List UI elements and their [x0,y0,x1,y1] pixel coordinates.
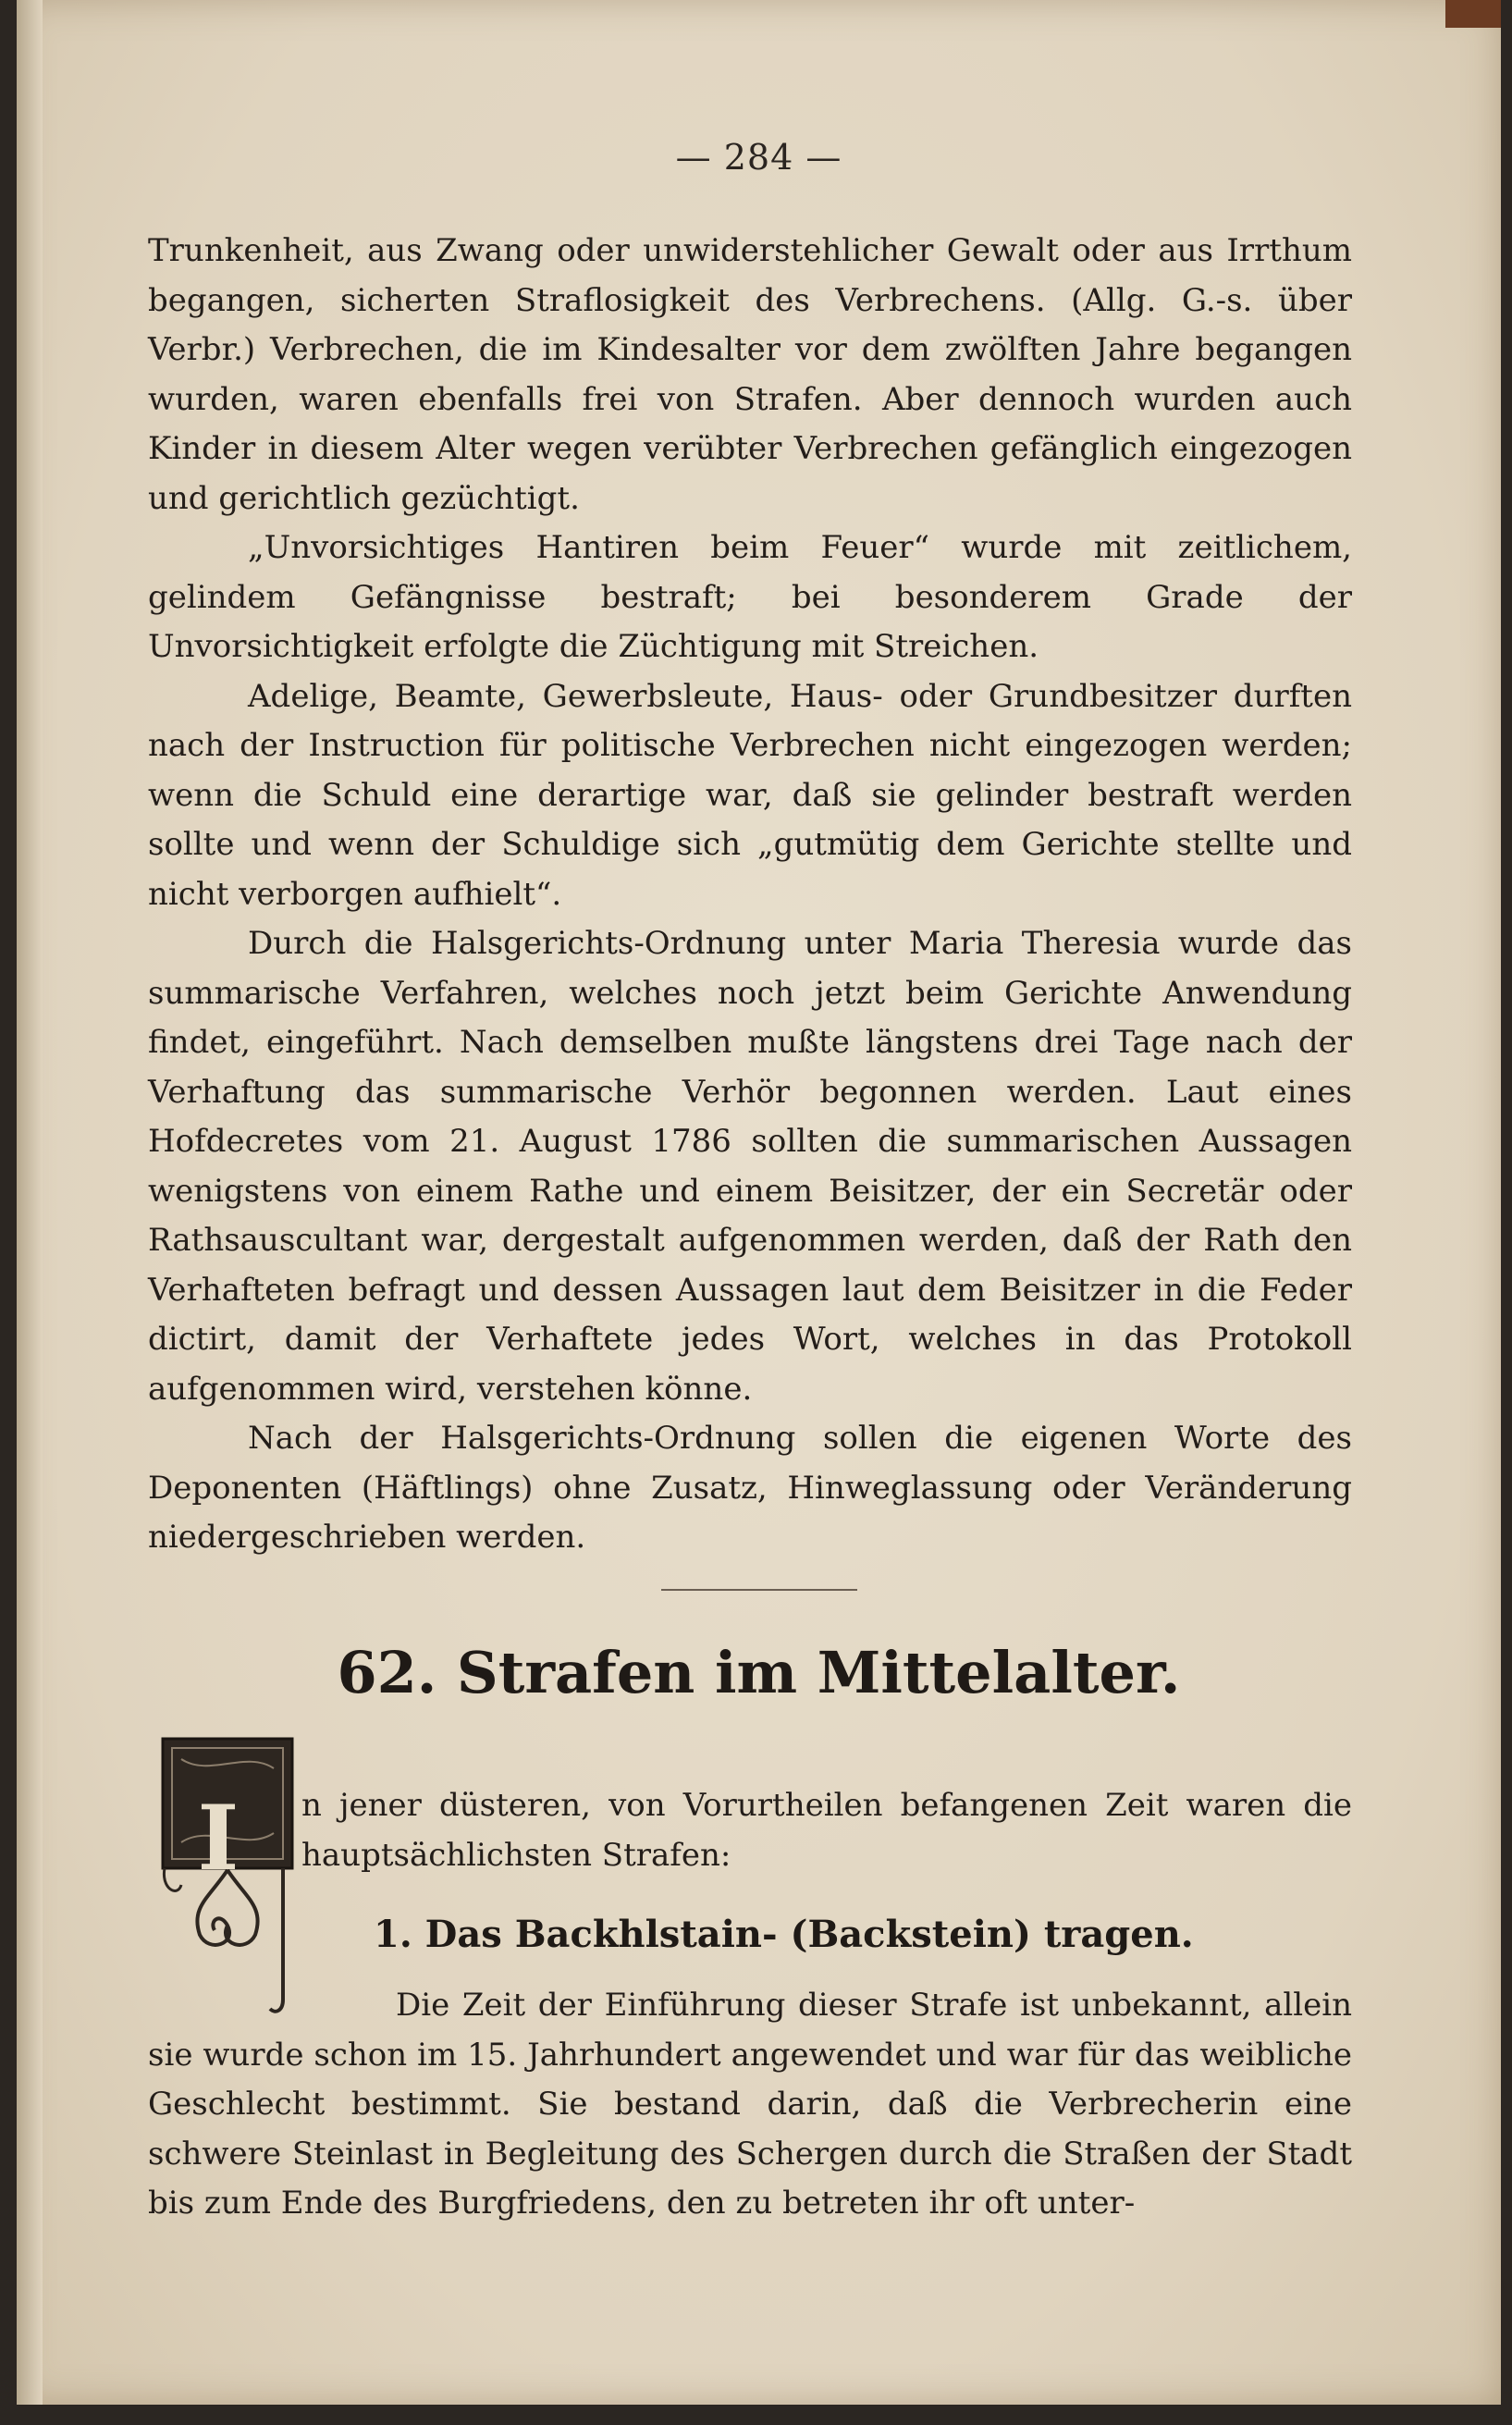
paragraph-5: Nach der Halsgerichts-Ordnung sollen die eigenen Worte des Deponenten (Häftlings) ohne Zusatz, Hinweglassung oder Veränderung niedergeschrieben werden. [148,1420,1352,1556]
paragraph-3: Adelige, Beamte, Gewerbsleute, Haus- oder Grundbesitzer durften nach der Instruction für politische Verbrechen nicht eingezogen werden; wenn die Schuld eine derartige war, daß sie gelinder bestraft werden sollte und wenn der Schuldige sich „gutmütig dem Gerichte stellte und nicht verborgen aufhielt“. [148,677,1352,913]
final-text-block [148,1981,1352,2229]
subsection-heading: 1. Das Backhlstain- (Backstein) tragen. [374,1913,1194,1956]
paragraph-2: „Unvorsichtiges Hantiren beim Feuer“ wurde mit zeitlichem, gelindem Gefängnisse bestraft; bei besonderem Grade der Unvorsichtigkeit erfolgte die Züchtigung mit Streichen. [148,529,1352,665]
final-paragraph: Die Zeit der Einführung dieser Strafe ist unbekannt, allein sie wurde schon im 15. Jahrhundert angewendet und war für das weibliche Geschlecht bestimmt. Sie bestand darin, daß die Verbrecherin eine schwere Steinlast in Begleitung des Schergen durch die Straßen der Stadt bis zum Ende des Burgfriedens, den zu betreten ihr oft unter- [148,1987,1352,2222]
section-heading: 62. Strafen im Mittelalter. [337,1639,1181,1706]
drop-cap-letter: I [197,1786,240,1890]
book-page [17,0,1501,2405]
section-divider [661,1589,857,1591]
intro-text-block [301,1781,1352,1880]
binding-corner [1445,0,1501,28]
intro-paragraph: n jener düsteren, von Vorurtheilen befangenen Zeit waren die hauptsächlichsten Strafen: [301,1787,1352,1874]
page-number: — 284 — [675,137,842,178]
page-edge [17,0,43,2405]
paragraph-1: Trunkenheit, aus Zwang oder unwiderstehlicher Gewalt oder aus Irrthum begangen, sicherten Straflosigkeit des Verbrechens. (Allg. G.-s. über Verbr.) Verbrechen, die im Kindesalter vor dem zwölften Jahre begangen wurden, waren ebenfalls frei von Strafen. Aber dennoch wurden auch Kinder in diesem Alter wegen verübter Verbrechen gefänglich eingezogen und gerichtlich gezüchtigt. [148,232,1352,517]
body-text [148,227,1352,1563]
paragraph-4: Durch die Halsgerichts-Ordnung unter Maria Theresia wurde das summarische Verfahren, welches noch jetzt beim Gerichte Anwendung findet, eingeführt. Nach demselben mußte längstens drei Tage nach der Verhaftung das summarische Verhör begonnen werden. Laut eines Hofdecretes vom 21. August 1786 sollten die summarischen Aussagen wenigstens von einem Rathe und einem Beisitzer, der ein Secretär oder Rathsauscultant war, dergestalt aufgenommen werden, daß der Rath den Verhafteten befragt und dessen Aussagen laut dem Beisitzer in die Feder dictirt, damit der Verhaftete jedes Wort, welches in das Protokoll aufgenommen wird, verstehen könne. [148,925,1352,1408]
